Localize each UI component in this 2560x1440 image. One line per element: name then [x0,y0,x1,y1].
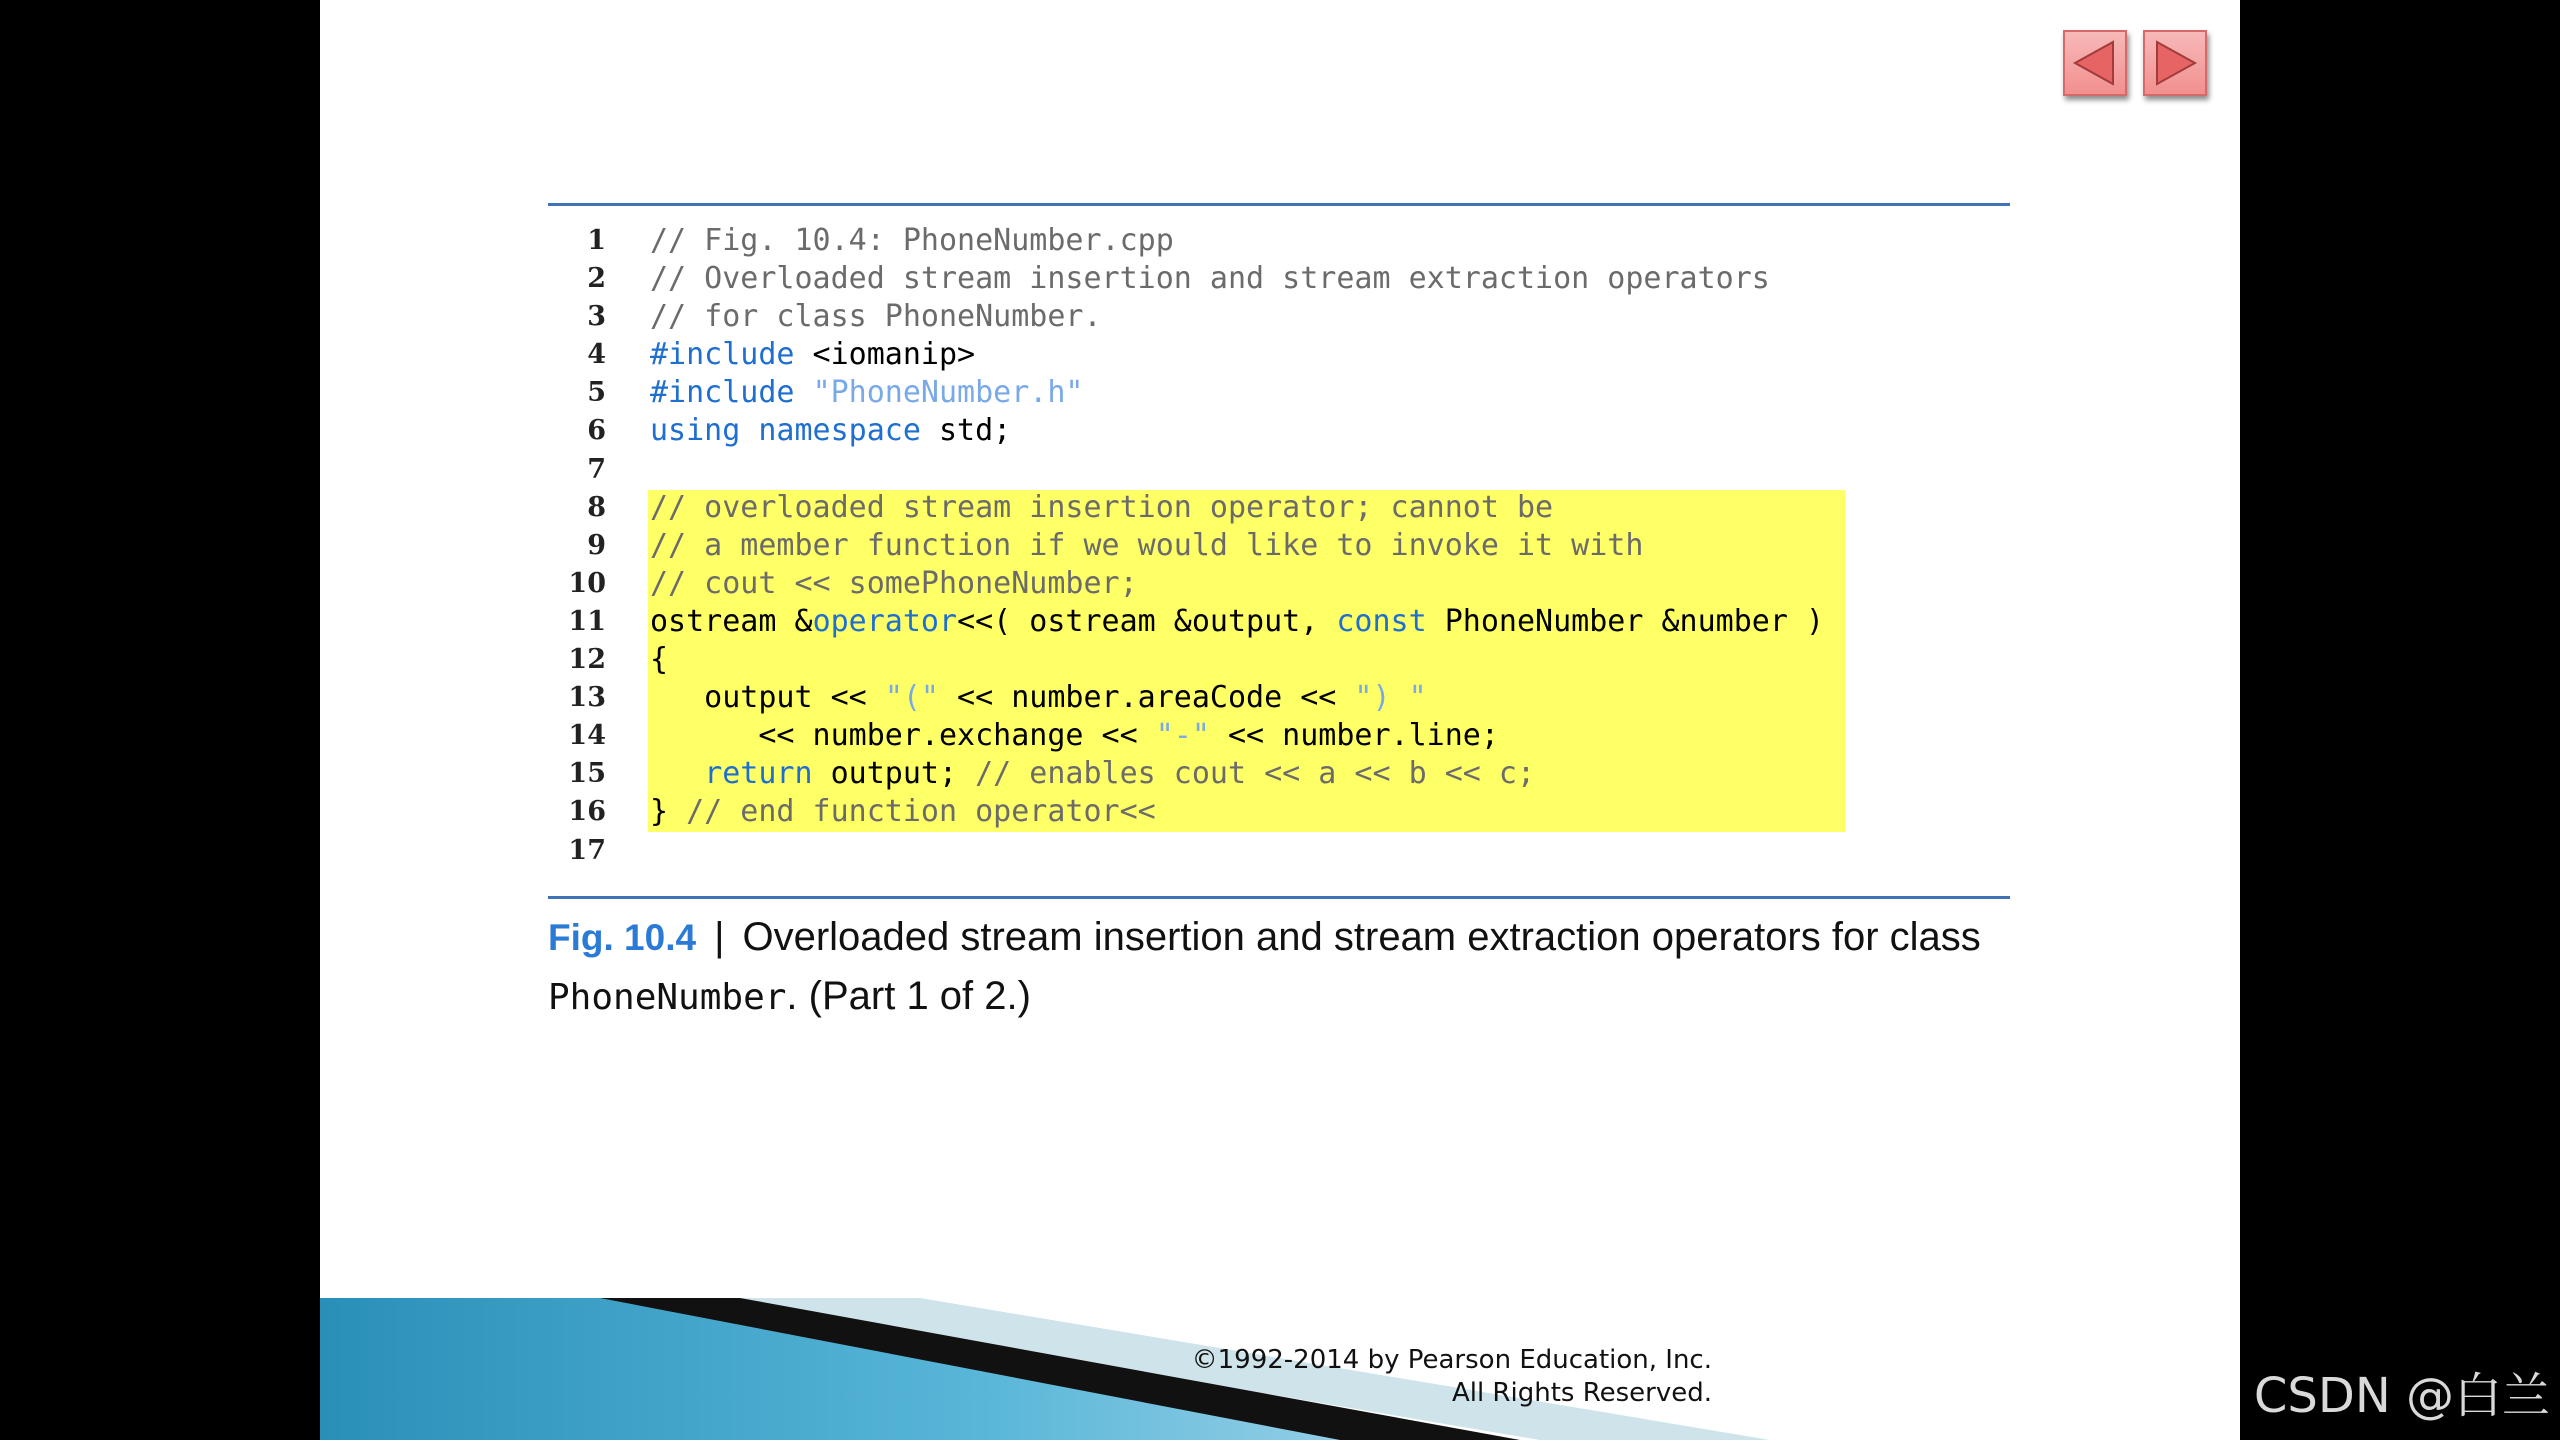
code-token-keyword: const [1336,603,1427,639]
code-listing [650,222,1824,870]
code-token-plain: PhoneNumber &number ) [1426,603,1825,639]
slide [320,0,2240,1440]
line-number: 15 [568,758,606,790]
code-token-plain: } [650,794,687,830]
code-token-comment: // enables cout << a << b << c; [975,756,1536,792]
code-token-plain: { [650,642,669,678]
copyright-line-2: All Rights Reserved. [1451,1378,1712,1408]
code-line [650,222,1824,260]
code-line [650,565,1824,603]
code-token-string: ") " [1354,680,1427,716]
top-rule [548,203,2010,206]
code-line [650,717,1824,755]
code-token-plain: output << [650,680,885,716]
code-token-comment: // overloaded stream insertion operator; cannot be [650,489,1554,525]
code-line [650,793,1824,831]
figure-label: Fig. 10.4 [548,917,697,958]
line-number: 6 [587,415,606,447]
caption-text: Overloaded stream insertion and stream extraction operators for class [742,915,1981,959]
code-token-keyword: namespace [758,413,921,449]
code-token-string: "(" [884,680,939,716]
code-token-plain: ostream & [650,603,813,639]
code-token-plain: <<( ostream &output, [957,603,1337,639]
code-token-string: "PhoneNumber.h" [812,375,1084,411]
triangle-right-icon [2145,32,2205,94]
code-token-plain [740,413,758,448]
code-line [650,336,1824,374]
code-token-comment: // end function operator<< [686,794,1156,830]
code-token-plain: << number.line; [1209,718,1499,754]
triangle-left-icon [2065,32,2125,94]
line-number: 14 [568,720,606,752]
bottom-rule [548,896,2010,899]
caption-suffix: . (Part 1 of 2.) [786,974,1031,1018]
caption-class-name: PhoneNumber [548,977,787,1018]
code-token-comment: // for class PhoneNumber. [650,299,1102,335]
code-line [650,755,1824,793]
code-line [650,679,1824,717]
line-number: 13 [568,682,606,714]
previous-slide-button[interactable] [2063,30,2127,96]
figure-caption [548,908,2018,1027]
line-number: 10 [568,567,606,599]
next-slide-button[interactable] [2143,30,2207,96]
code-token-keyword: #include [650,375,795,411]
code-token-comment: // a member function if we would like to invoke it with [650,527,1644,563]
line-number: 2 [587,263,606,295]
watermark: CSDN @白兰 [2253,1368,2550,1424]
line-number: 4 [587,339,606,371]
code-token-comment: // Fig. 10.4: PhoneNumber.cpp [650,223,1174,258]
code-line [650,641,1824,679]
code-line [650,451,1824,489]
line-numbers [558,222,606,870]
code-line [650,527,1824,565]
code-line [650,489,1824,527]
code-token-keyword: using [650,413,741,449]
line-number: 9 [587,529,606,561]
code-token-keyword: return [704,756,813,792]
line-number: 3 [587,301,606,333]
code-token-plain [650,756,704,791]
code-line [650,260,1824,298]
line-number: 12 [568,644,606,676]
line-number: 7 [587,453,606,485]
code-token-string: "-" [1155,718,1210,754]
code-token-comment: // cout << somePhoneNumber; [650,565,1138,601]
line-number: 16 [568,796,606,828]
code-token-comment: // Overloaded stream insertion and stream extraction operators [650,261,1770,297]
line-number: 8 [587,491,606,523]
code-token-plain [795,375,813,410]
line-number: 5 [587,377,606,409]
code-token-plain: std; [920,413,1012,449]
line-number: 17 [568,834,606,866]
caption-separator: | [714,915,725,959]
code-line [650,832,1824,870]
code-line [650,603,1824,641]
code-token-plain: << number.areaCode << [939,680,1355,716]
code-line [650,298,1824,336]
code-line [650,374,1824,412]
copyright-notice [1192,1344,1712,1410]
code-token-keyword: #include [650,337,795,373]
code-token-keyword: operator [812,603,958,639]
code-line [650,412,1824,450]
line-number: 1 [587,225,606,256]
code-token-plain: output; [812,756,976,792]
line-number: 11 [568,605,606,637]
code-token-plain: << number.exchange << [650,718,1156,754]
copyright-line-1: ©1992-2014 by Pearson Education, Inc. [1191,1345,1712,1375]
code-token-plain: <iomanip> [794,337,976,373]
